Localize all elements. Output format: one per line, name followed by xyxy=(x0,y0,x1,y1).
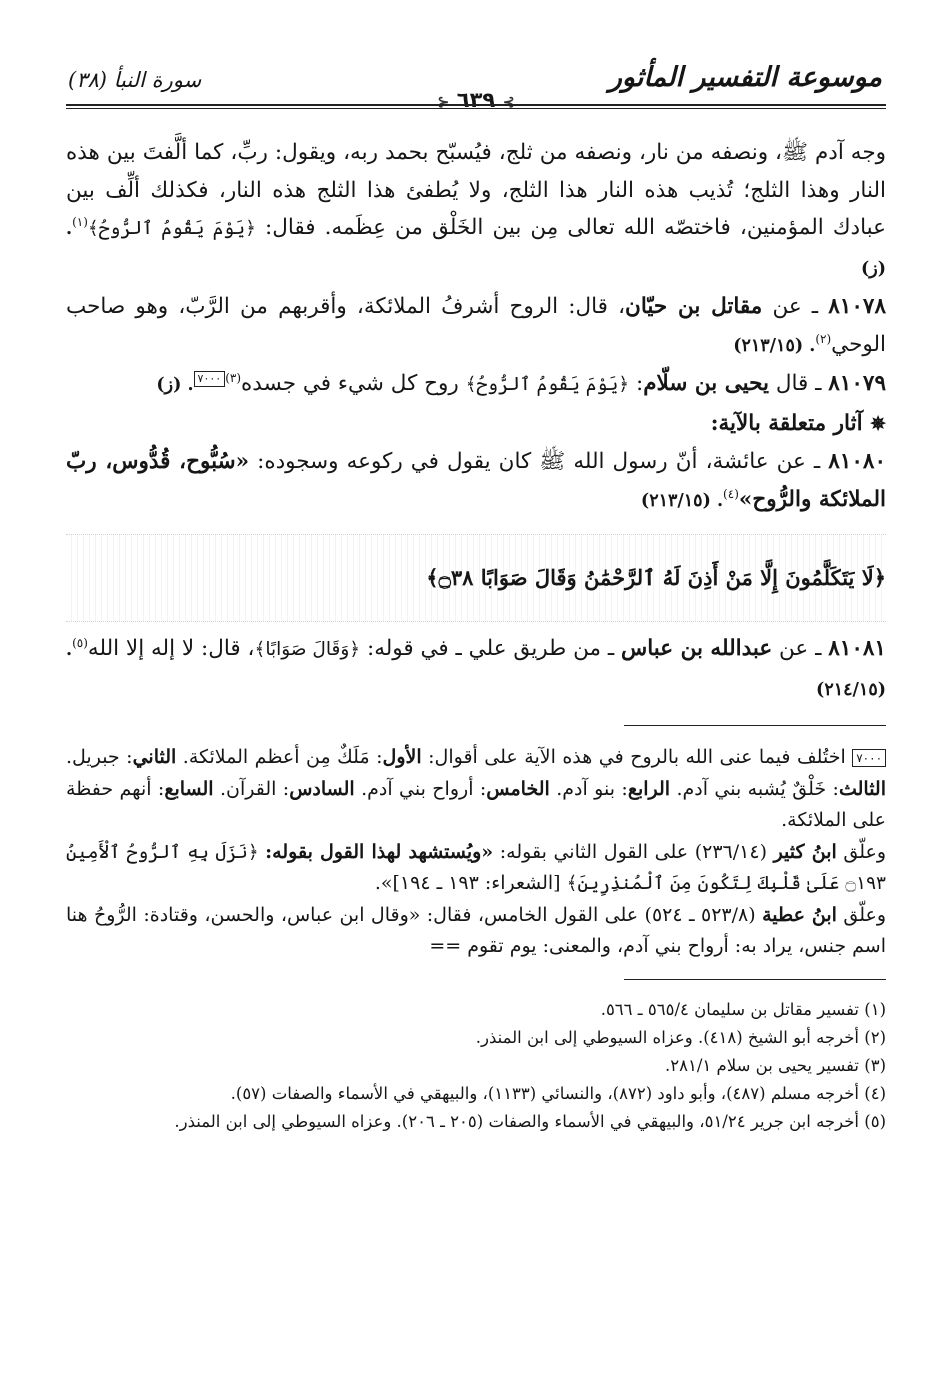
scholar-name: ابنُ كثير xyxy=(773,840,837,863)
running-header xyxy=(66,48,886,114)
commentary-text: : أنهم حفظة على الملائكة. xyxy=(66,777,886,831)
entry-81080 xyxy=(66,443,886,520)
footnote-marker[interactable]: (٢) xyxy=(815,331,832,346)
footnotes xyxy=(66,996,886,1137)
entry-number: ٨١٠٨١ xyxy=(828,636,886,661)
entry-number: ٨١٠٨٠ xyxy=(828,449,886,474)
narrator-name: مقاتل بن حيّان xyxy=(625,294,763,319)
opinion-label: الأول xyxy=(382,746,422,768)
commentary-paragraph xyxy=(66,837,886,900)
entry-number: ٨١٠٧٩ xyxy=(828,371,886,396)
opinion-label: الرابع xyxy=(627,777,671,800)
section-heading-text: آثار متعلقة بالآية: xyxy=(710,410,863,436)
entry-81081 xyxy=(66,630,886,709)
entry-connector: ـ قال xyxy=(768,371,829,396)
footnote: (٤) أخرجه مسلم (٤٨٧)، وأبو داود (٨٧٢)، والنسائي (١١٣٣)، والبيهقي في الأسماء والصفات (٥٧). xyxy=(230,1084,886,1104)
footnote-marker[interactable]: (٣) xyxy=(225,370,242,385)
quran-quote: ﴿نَزَلَ بِهِ ٱلرُّوحُ ٱلْأَمِينُ ۝١٩٣ عَلَىٰ قَلْبِكَ لِتَكُونَ مِنَ ٱلْمُنذِرِينَ﴾ xyxy=(66,841,886,894)
entry-text: ـ من طريق علي ـ في قوله: xyxy=(360,636,621,661)
entry-connector: ـ عن xyxy=(772,636,829,661)
commentary-text: : خَلْقٌ يُشبه بني آدم. xyxy=(670,777,839,800)
narrator-name: يحيى بن سلّام xyxy=(643,371,769,396)
opinion-label: السابع xyxy=(164,777,214,800)
opinion-label: الثاني xyxy=(132,746,177,768)
entry-text: ، قال: الروح أشرفُ الملائكة، وأقربهم من الرَّبّ، وهو صاحب الوحي xyxy=(66,294,886,357)
footnote-marker[interactable]: (٤) xyxy=(723,486,739,501)
entry-text: ـ عن عائشة، أنّ رسول الله ﷺ كان يقول في ركوعه وسجوده: xyxy=(249,449,829,474)
entry-colon: : xyxy=(629,371,644,396)
entry-number: ٨١٠٧٨ xyxy=(828,294,886,319)
scholar-name: ابنُ عطية xyxy=(762,903,837,926)
opinion-label: الخامس xyxy=(486,777,550,800)
section-heading xyxy=(66,405,886,444)
continuation-text: وجه آدم ﷺ، ونصفه من نار، ونصفه من ثلج، فيُسبّح بحمد ربه، ويقول: ربِّ، كما ألَّفتَ بين هذه النار وهذا الثلج؛ تُذيب هذه النار هذا الثلج، ولا يُطفئ هذا الثلج هذه النار، فكذلك ألِّف بين عبادك المؤمنين، فاختصّه الله تعالى مِن بين الخَلْق من عِظَمه. فقال: xyxy=(66,140,886,240)
header-rule-thin xyxy=(66,108,886,109)
quran-quote: ﴿يَوْمَ يَقُومُ ٱلرُّوحُ﴾ xyxy=(465,374,630,395)
hadith-quote: «سُبُّوح، قُدُّوس، ربّ الملائكة والرُّوح» xyxy=(66,449,886,512)
narrator-name: عبدالله بن عباس xyxy=(620,636,773,661)
commentary-text: وعلّق xyxy=(836,840,887,863)
surah-name: سورة النبأ (٣٨) xyxy=(68,68,202,92)
entry-text: روح كل شيء في جسده xyxy=(241,371,466,396)
opinion-label: السادس xyxy=(289,777,355,800)
quran-quote: ﴿وَقَالَ صَوَابًا﴾ xyxy=(254,639,361,660)
commentary-text: (٥٢٣/٨ ـ ٥٢٤) على القول الخامس، فقال: «وقال ابن عباس، والحسن، وقتادة: الرُّوحُ هنا اسم جنس، يراد به: أرواح بني آدم، والمعنى: يوم تقوم == xyxy=(66,903,886,957)
commentary-text: : بنو آدم. xyxy=(549,777,628,800)
page-ornament-left: ⊱ xyxy=(436,93,450,111)
commentary-text: (٢٣٦/١٤) على القول الثاني بقوله: xyxy=(493,840,774,863)
source-ref: . (٢١٤/١٥) xyxy=(66,640,886,700)
source-ref: . (ز) xyxy=(156,375,194,395)
footnote: (٢) أخرجه أبو الشيخ (٤١٨). وعزاه السيوطي إلى ابن المنذر. xyxy=(475,1027,886,1047)
commentary-quote: «ويُستشهد لهذا القول بقوله: xyxy=(265,840,494,863)
main-text xyxy=(66,134,886,709)
footnote: (١) تفسير مقاتل بن سليمان ٥٦٥/٤ ـ ٥٦٦. xyxy=(600,999,886,1019)
commentary-text: : القرآن. xyxy=(213,777,290,800)
commentary-text: وعلّق xyxy=(836,903,886,926)
entry-connector: ـ عن xyxy=(762,294,829,319)
footnote-marker[interactable]: (٥) xyxy=(72,635,88,650)
commentary-text: : مَلَكٌ مِن أعظم الملائكة. xyxy=(176,746,383,768)
footnotes-divider xyxy=(624,979,886,980)
entry-text: ، قال: لا إله إلا الله xyxy=(87,636,255,661)
commentary-id-box: ٧٠٠٠ xyxy=(852,749,886,767)
quran-quote: ﴿يَوْمَ يَقُومُ ٱلرُّوحُ﴾ xyxy=(87,218,256,239)
entry-81079 xyxy=(66,365,886,405)
cross-reference-box[interactable]: ٧٠٠٠ xyxy=(194,371,226,387)
commentary-paragraph xyxy=(66,742,886,837)
entry-81078 xyxy=(66,288,886,365)
commentary-text: : جبريل. xyxy=(66,746,133,768)
star-ornament-icon: ✵ xyxy=(870,412,886,435)
book-page xyxy=(66,48,886,1368)
source-ref: . (٢١٣/١٥) xyxy=(733,335,816,356)
header-rule xyxy=(66,104,886,106)
source-ref: . (٢١٣/١٥) xyxy=(640,490,724,511)
commentary-text: : أرواح بني آدم. xyxy=(354,777,487,800)
commentary-text: [الشعراء: ١٩٣ ـ ١٩٤]». xyxy=(374,872,567,894)
footnote-marker[interactable]: (١) xyxy=(72,214,88,229)
verse-band xyxy=(66,534,886,622)
page-ornament-right: ⊰ xyxy=(502,93,516,111)
footnote: (٥) أخرجه ابن جرير ٥١/٢٤، والبيهقي في الأسماء والصفات (٢٠٥ ـ ٢٠٦). وعزاه السيوطي إلى ابن المنذر. xyxy=(174,1112,886,1132)
commentary-block xyxy=(66,742,886,963)
source-ref: . (ز) xyxy=(66,219,886,279)
quran-verse: ﴿لَا يَتَكَلَّمُونَ إِلَّا مَنْ أَذِنَ لَهُ ٱلرَّحْمَٰنُ وَقَالَ صَوَابًا ۝٣٨﴾ xyxy=(426,565,886,590)
commentary-divider xyxy=(624,725,886,726)
opinion-label: الثالث xyxy=(838,777,886,800)
commentary-text: اختُلف فيما عنى الله بالروح في هذه الآية على أقوال: xyxy=(421,746,853,768)
page-number: ٦٣٩ xyxy=(456,88,496,112)
footnote: (٣) تفسير يحيى بن سلام ٢٨١/١. xyxy=(665,1055,886,1075)
book-title: موسوعة التفسير المأثور xyxy=(608,62,882,93)
continuation-paragraph xyxy=(66,134,886,288)
commentary-paragraph xyxy=(66,900,886,963)
